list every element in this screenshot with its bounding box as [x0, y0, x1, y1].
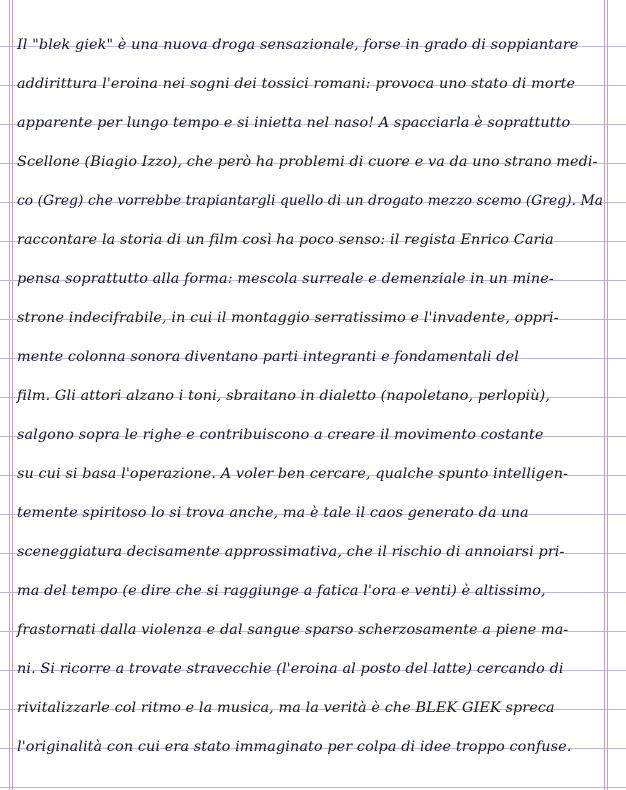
- text-line-6: raccontare la storia di un film così ha poco senso: il regista Enrico Caria: [17, 232, 554, 248]
- text-line-11: salgono sopra le righe e contribuiscono a creare il movimento costante: [17, 427, 544, 443]
- text-line-16: frastornati dalla violenza e dal sangue sparso scherzosamente a piene ma-: [17, 622, 569, 638]
- text-line-8: strone indecifrabile, in cui il montaggio serratissimo e l'invadente, oppri-: [17, 310, 559, 326]
- handwritten-review-text: [17, 26, 609, 767]
- text-line-1: Il "blek giek" è una nuova droga sensazionale, forse in grado di soppiantare: [17, 37, 579, 53]
- text-line-9: mente colonna sonora diventano parti integranti e fondamentali del: [17, 349, 519, 365]
- text-line-13: temente spiritoso lo si trova anche, ma è tale il caos generato da una: [17, 505, 529, 521]
- text-line-2: addirittura l'eroina nei sogni dei tossici romani: provoca uno stato di morte: [17, 76, 576, 92]
- text-line-14: sceneggiatura decisamente approssimativa, che il rischio di annoiarsi pri-: [17, 544, 565, 560]
- text-line-10: film. Gli attori alzano i toni, sbraitano in dialetto (napoletano, perlopiù),: [17, 388, 550, 404]
- text-line-19: l'originalità con cui era stato immaginato per colpa di idee troppo confuse.: [17, 739, 572, 755]
- text-line-5: co (Greg) che vorrebbe trapiantargli quello di un drogato mezzo scemo (Greg). Ma: [17, 193, 604, 209]
- text-line-15: ma del tempo (e dire che si raggiunge a fatica l'ora e venti) è altissimo,: [17, 583, 546, 599]
- text-line-3: apparente per lungo tempo e si inietta nel naso! A spacciarla è soprattutto: [17, 115, 571, 131]
- text-line-4: Scellone (Biagio Izzo), che però ha problemi di cuore e va da uno strano medi-: [17, 154, 598, 170]
- text-line-7: pensa soprattutto alla forma: mescola surreale e demenziale in un mine-: [17, 271, 554, 287]
- left-margin-line: [9, 0, 10, 790]
- text-line-12: su cui si basa l'operazione. A voler ben cercare, qualche spunto intelligen-: [17, 466, 569, 482]
- left-margin-line-inner: [12, 0, 13, 790]
- text-line-17: ni. Si ricorre a trovate stravecchie (l'eroina al posto del latte) cercando di: [17, 661, 564, 677]
- text-line-18: rivitalizzarle col ritmo e la musica, ma la verità è che BLEK GIEK spreca: [17, 700, 555, 716]
